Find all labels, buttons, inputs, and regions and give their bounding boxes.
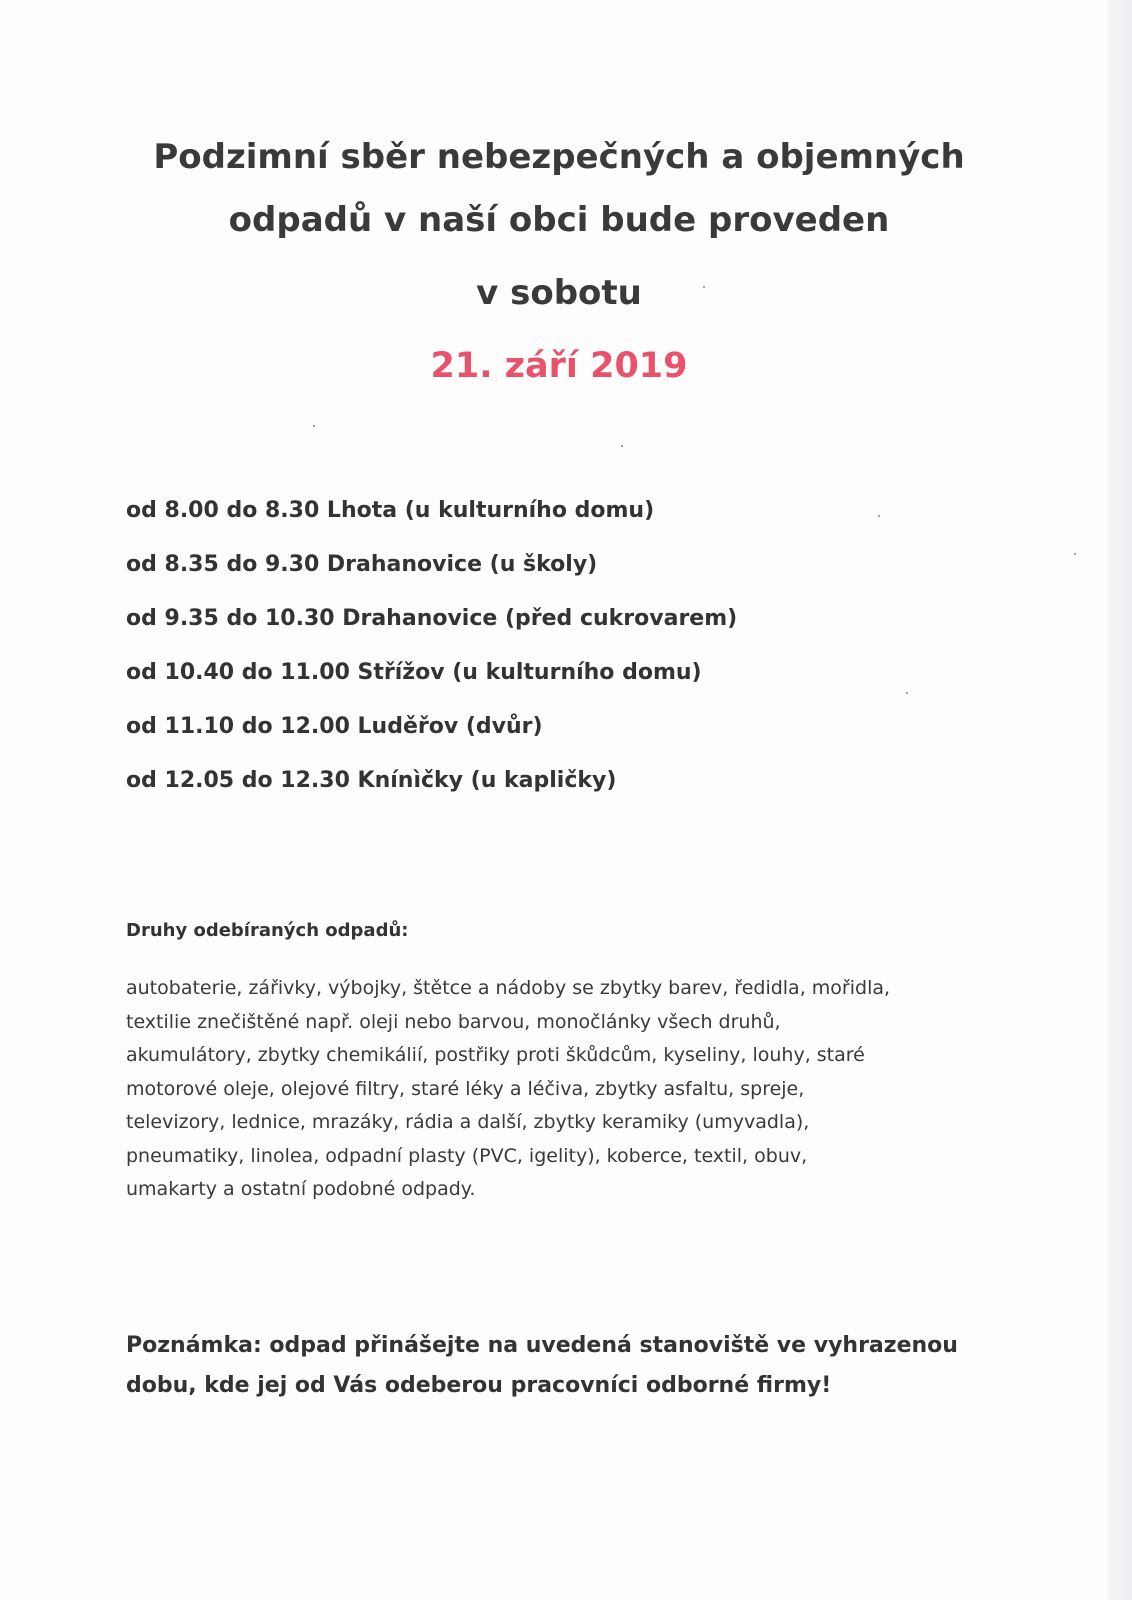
note-line: dobu, kde jej od Vás odeberou pracovníci odborné firmy! [126,1373,832,1398]
waste-types-line: akumulátory, zbytky chemikálií, postřiky proti škůdcům, kyseliny, louhy, staré [126,1044,865,1066]
waste-types-line: pneumatiky, linolea, odpadní plasty (PVC, igelity), koberce, textil, obuv, [126,1144,808,1167]
schedule-item: od 11.10 do 12.00 Luděřov (dvůr) [126,714,543,739]
scan-speck [703,286,705,288]
waste-types-line: textilie znečištěné např. oleji nebo barvou, monočlánky všech druhů, [126,1010,781,1033]
waste-types-line: motorové oleje, olejové filtry, staré léky a léčiva, zbytky asfaltu, spreje, [126,1077,805,1100]
title-line-3: v sobotu [476,273,642,313]
scan-speck [1074,553,1076,555]
note-paragraph [126,1326,958,1406]
schedule-item: od 8.00 do 8.30 Lhota (u kulturního domu) [126,498,655,523]
schedule-item: od 10.40 do 11.00 Střížov (u kulturního domu) [126,660,702,685]
schedule-item: od 12.05 do 12.30 Knínìčky (u kapličky) [126,768,617,793]
waste-types-line: televizory, lednice, mrazáky, rádia a další, zbytky keramiky (umyvadla), [126,1111,810,1133]
schedule-item: od 8.35 do 9.30 Drahanovice (u školy) [126,552,598,577]
waste-types-line: umakarty a ostatní podobné odpady. [126,1178,476,1200]
scan-speck [621,445,623,447]
note-line: Poznámka: odpad přinášejte na uvedená stanoviště ve vyhrazenou [126,1333,958,1358]
schedule-list [126,496,737,820]
scan-speck [878,515,880,517]
waste-types-line: autobaterie, zářivky, výbojky, štětce a nádoby se zbytky barev, ředidla, mořidla, [126,977,891,999]
title-line-2: odpadů v naší obci bude proveden [228,200,890,240]
scan-speck [313,425,315,427]
waste-types-heading: Druhy odebíraných odpadů: [126,920,409,941]
collection-date: 21. září 2019 [430,346,688,386]
waste-types-paragraph [126,972,1006,1207]
scan-speck [906,692,908,694]
title-line-1: Podzimní sběr nebezpečných a objemných [153,137,965,177]
schedule-item: od 9.35 do 10.30 Drahanovice (před cukrovarem) [126,606,738,631]
